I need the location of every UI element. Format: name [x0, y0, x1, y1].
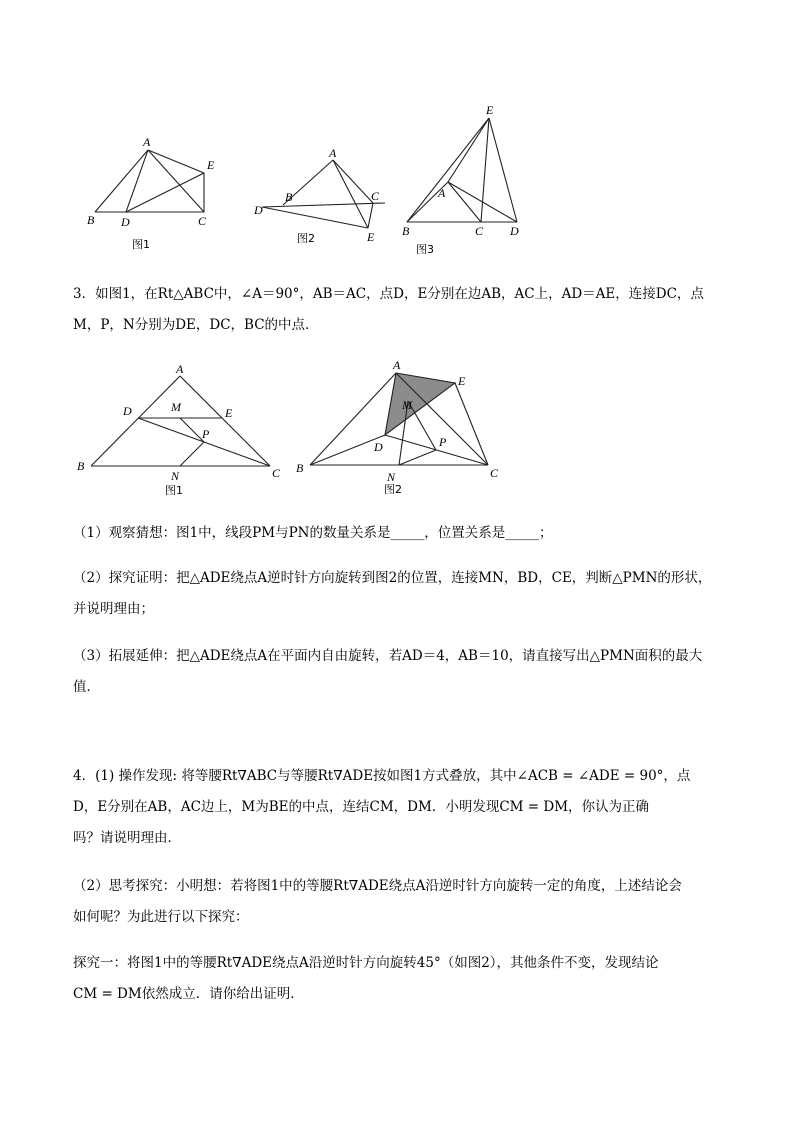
problem-3-figure-2-diagram	[290, 355, 515, 500]
label-C: C	[272, 466, 281, 480]
label-C: C	[490, 466, 499, 480]
label-M: M	[402, 398, 412, 412]
problem-4-line-7: CM = DM依然成立．请你给出证明．	[73, 986, 304, 1002]
label-A: A	[438, 186, 446, 200]
top-figure-1-diagram	[80, 135, 230, 255]
top-figure-2-diagram	[250, 145, 395, 250]
problem-4-part-1	[73, 761, 733, 854]
label-D: D	[510, 224, 519, 238]
problem-3-figure-1	[75, 360, 290, 500]
label-E: E	[486, 103, 494, 117]
problem-3-question-3	[73, 641, 733, 703]
problem-3-question-1	[73, 518, 733, 549]
question-2-line-2: 并说明理由；	[73, 601, 154, 617]
problem-4-exploration-1	[73, 948, 733, 1010]
label-N: N	[171, 469, 180, 483]
label-C: C	[371, 189, 380, 203]
problem-3-stem-line-2: M，P，N分别为DE，DC，BC的中点．	[73, 317, 319, 333]
problem-3-figure-2	[290, 355, 515, 500]
problem-3-stem	[73, 279, 733, 341]
problem-3-question-2	[73, 563, 733, 625]
problem-3-stem-line-1: 3．如图1，在Rt△ABC中，∠A＝90°，AB＝AC，点D，E分别在边AB，AC上，AD＝AE，连接DC，点	[73, 286, 704, 302]
top-figure-2	[250, 145, 395, 250]
label-D: D	[123, 404, 132, 418]
problem-4-line-5: 如何呢？为此进行以下探究：	[73, 909, 249, 925]
figure-caption: 图1	[132, 238, 150, 251]
label-B: B	[296, 461, 304, 475]
question-2-line-1: （2）探究证明：把△ADE绕点A逆时针方向旋转到图2的位置，连接MN，BD，CE，判断△PMN的形状，	[73, 570, 712, 586]
figure-caption: 图2	[297, 232, 315, 245]
figure-caption: 图2	[384, 483, 402, 496]
question-3-line-2: 值．	[73, 679, 100, 695]
problem-4-line-4: （2）思考探究：小明想：若将图1中的等腰Rt∇ADE绕点A沿逆时针方向旋转一定的角度，上述结论会	[73, 878, 682, 894]
figure-caption: 图1	[165, 484, 183, 497]
label-C: C	[475, 224, 484, 238]
label-D: D	[254, 203, 263, 217]
label-D: D	[121, 215, 130, 229]
label-C: C	[198, 214, 207, 228]
top-figure-3-diagram	[395, 100, 535, 260]
label-B: B	[87, 213, 95, 227]
label-P: P	[439, 435, 447, 449]
label-A: A	[176, 362, 184, 376]
problem-4-line-6: 探究一：将图1中的等腰Rt∇ADE绕点A沿逆时针方向旋转45°（如图2），其他条件不变，发现结论	[73, 955, 659, 971]
label-E: E	[458, 374, 466, 388]
question-3-line-1: （3）拓展延伸：把△ADE绕点A在平面内自由旋转，若AD＝4，AB＝10，请直接写出△PMN面积的最大	[73, 648, 703, 664]
problem-3-figure-1-diagram	[75, 360, 290, 500]
label-E: E	[225, 406, 233, 420]
label-N: N	[387, 470, 396, 484]
label-B: B	[77, 459, 85, 473]
label-B: B	[285, 190, 293, 204]
label-E: E	[207, 158, 215, 172]
label-E: E	[367, 230, 375, 244]
label-A: A	[393, 358, 401, 372]
problem-4-line-1: 4．(1) 操作发现: 将等腰Rt∇ABC与等腰Rt∇ADE按如图1方式叠放，其中∠ACB = ∠ADE = 90°，点	[73, 768, 691, 784]
top-figure-1	[80, 135, 230, 255]
top-figure-3	[395, 100, 535, 260]
label-A: A	[143, 135, 151, 149]
question-1-text: （1）观察猜想：图1中，线段PM与PN的数量关系是_____，位置关系是_____；	[73, 525, 553, 541]
figure-caption: 图3	[416, 243, 434, 256]
label-B: B	[402, 224, 410, 238]
label-D: D	[374, 440, 383, 454]
problem-4-line-2: D，E分别在AB，AC边上，M为BE的中点，连结CM，DM．小明发现CM = DM，你认为正确	[73, 799, 650, 815]
label-P: P	[202, 427, 210, 441]
label-A: A	[329, 146, 337, 160]
label-M: M	[171, 400, 181, 414]
problem-4-part-2	[73, 871, 733, 933]
problem-4-line-3: 吗？请说明理由．	[73, 830, 181, 846]
